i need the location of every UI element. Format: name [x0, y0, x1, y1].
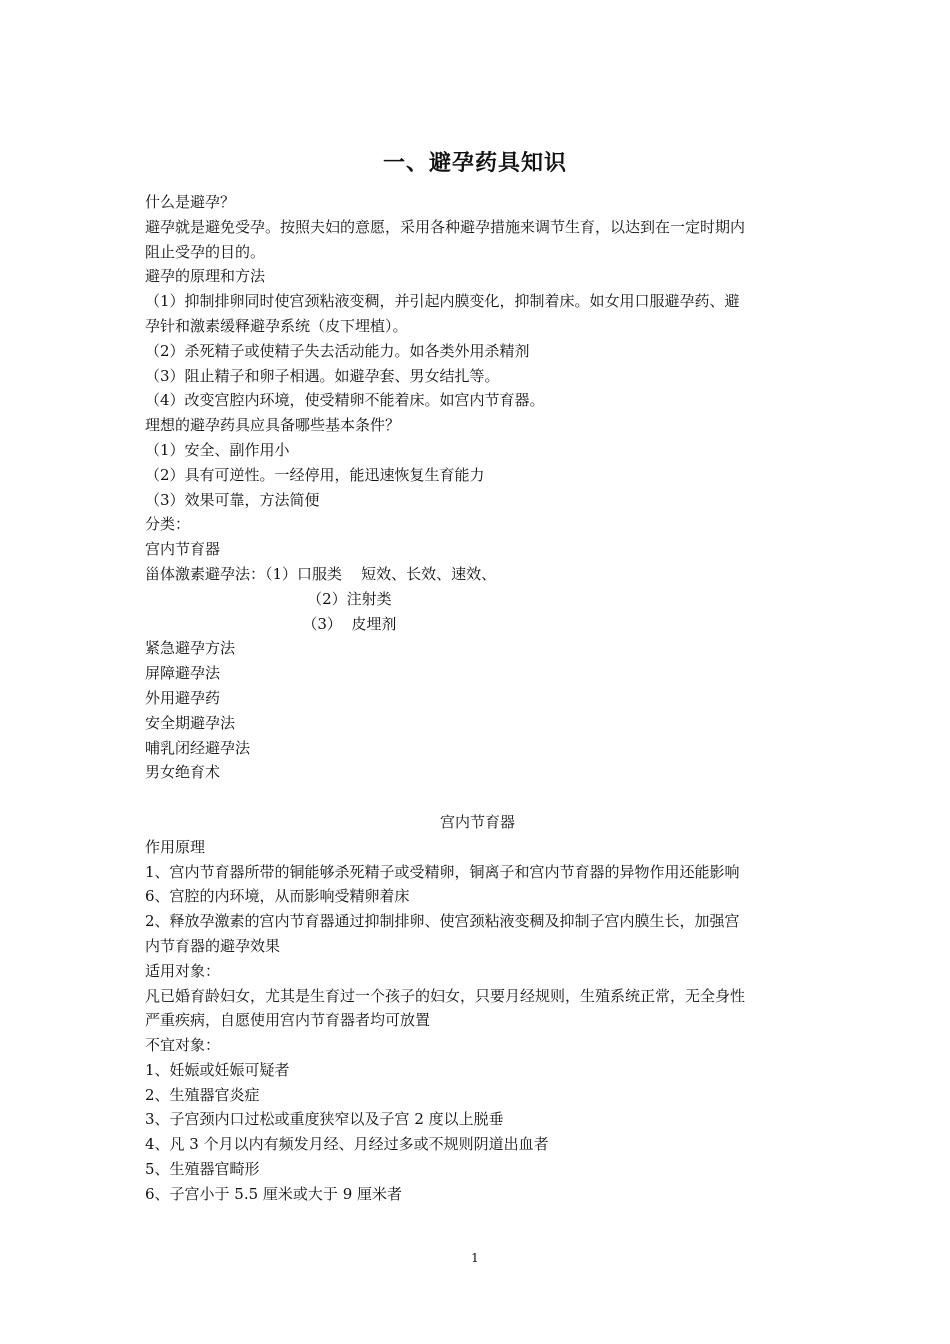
text-line: 作用原理: [145, 837, 206, 856]
text-line: （2）杀死精子或使精子失去活动能力。如各类外用杀精剂: [145, 341, 530, 360]
section-heading: 宫内节育器: [439, 812, 515, 831]
text-line: 外用避孕药: [145, 688, 221, 707]
paragraph-gap: [145, 785, 810, 810]
text-line: 避孕就是避免受孕。按照夫妇的意愿，采用各种避孕措施来调节生育，以达到在一定时期内: [145, 217, 746, 236]
text-line: 男女绝育术: [145, 763, 221, 782]
text-line: （3）效果可靠，方法简便: [145, 490, 320, 509]
text-line: 宫内节育器: [145, 540, 221, 559]
text-line: （2）具有可逆性。一经停用，能迅速恢复生育能力: [145, 465, 485, 484]
text-line: 哺乳闭经避孕法: [145, 738, 251, 757]
text-line: 严重疾病，自愿使用宫内节育器者均可放置: [145, 1011, 431, 1030]
text-line: 5、生殖器官畸形: [145, 1160, 260, 1179]
text-line: （3）阻止精子和卵子相遇。如避孕套、男女结扎等。: [145, 366, 500, 385]
text-line: 屏障避孕法: [145, 664, 221, 683]
text-line: （1）抑制排卵同时使宫颈粘液变稠，并引起内膜变化，抑制着床。如女用口服避孕药、避: [145, 292, 740, 311]
text-line: 3、子宫颈内口过松或重度狭窄以及子宫 2 度以上脱垂: [145, 1110, 504, 1129]
text-line: 理想的避孕药具应具备哪些基本条件？: [145, 416, 401, 435]
text-line: 1、宫内节育器所带的铜能够杀死精子或受精卵，铜离子和宫内节育器的异物作用还能影响: [145, 862, 740, 881]
text-line: （1）安全、副作用小: [145, 440, 290, 459]
document-title: 一、避孕药具知识: [382, 151, 567, 176]
text-line: 阻止受孕的目的。: [145, 242, 266, 261]
text-line: （4）改变宫腔内环境，使受精卵不能着床。如宫内节育器。: [145, 391, 545, 410]
text-line: 2、生殖器官炎症: [145, 1085, 260, 1104]
text-line: 安全期避孕法: [145, 713, 236, 732]
text-line: 2、释放孕激素的宫内节育器通过抑制排卵、使宫颈粘液变稠及抑制子宫内膜生长，加强宫: [145, 912, 740, 931]
text-line: 4、凡 3 个月以内有频发月经、月经过多或不规则阴道出血者: [145, 1135, 549, 1154]
text-line: 孕针和激素缓释避孕系统（皮下埋植）。: [145, 316, 408, 335]
text-line: 分类：: [145, 515, 191, 534]
text-line: 紧急避孕方法: [145, 639, 236, 658]
text-line: （2）注射类: [145, 589, 392, 608]
text-line: 甾体激素避孕法：（1）口服类 短效、长效、速效、: [145, 564, 497, 583]
text-line: 内节育器的避孕效果: [145, 936, 281, 955]
text-line: 6、宫腔的内环境，从而影响受精卵着床: [145, 887, 410, 906]
text-line: 什么是避孕？: [145, 193, 236, 211]
text-line: 不宜对象：: [145, 1036, 221, 1055]
text-line: 适用对象：: [145, 961, 221, 980]
text-line: 1、妊娠或妊娠可疑者: [145, 1060, 290, 1079]
text-line: 避孕的原理和方法: [145, 267, 266, 286]
document-body: [145, 190, 810, 1207]
text-line: 6、子宫小于 5.5 厘米或大于 9 厘米者: [145, 1184, 403, 1203]
text-line: （3） 皮埋剂: [145, 614, 397, 633]
page-number: 1: [471, 1251, 479, 1265]
text-line: 凡已婚育龄妇女，尤其是生育过一个孩子的妇女，只要月经规则，生殖系统正常，无全身性: [145, 986, 746, 1005]
